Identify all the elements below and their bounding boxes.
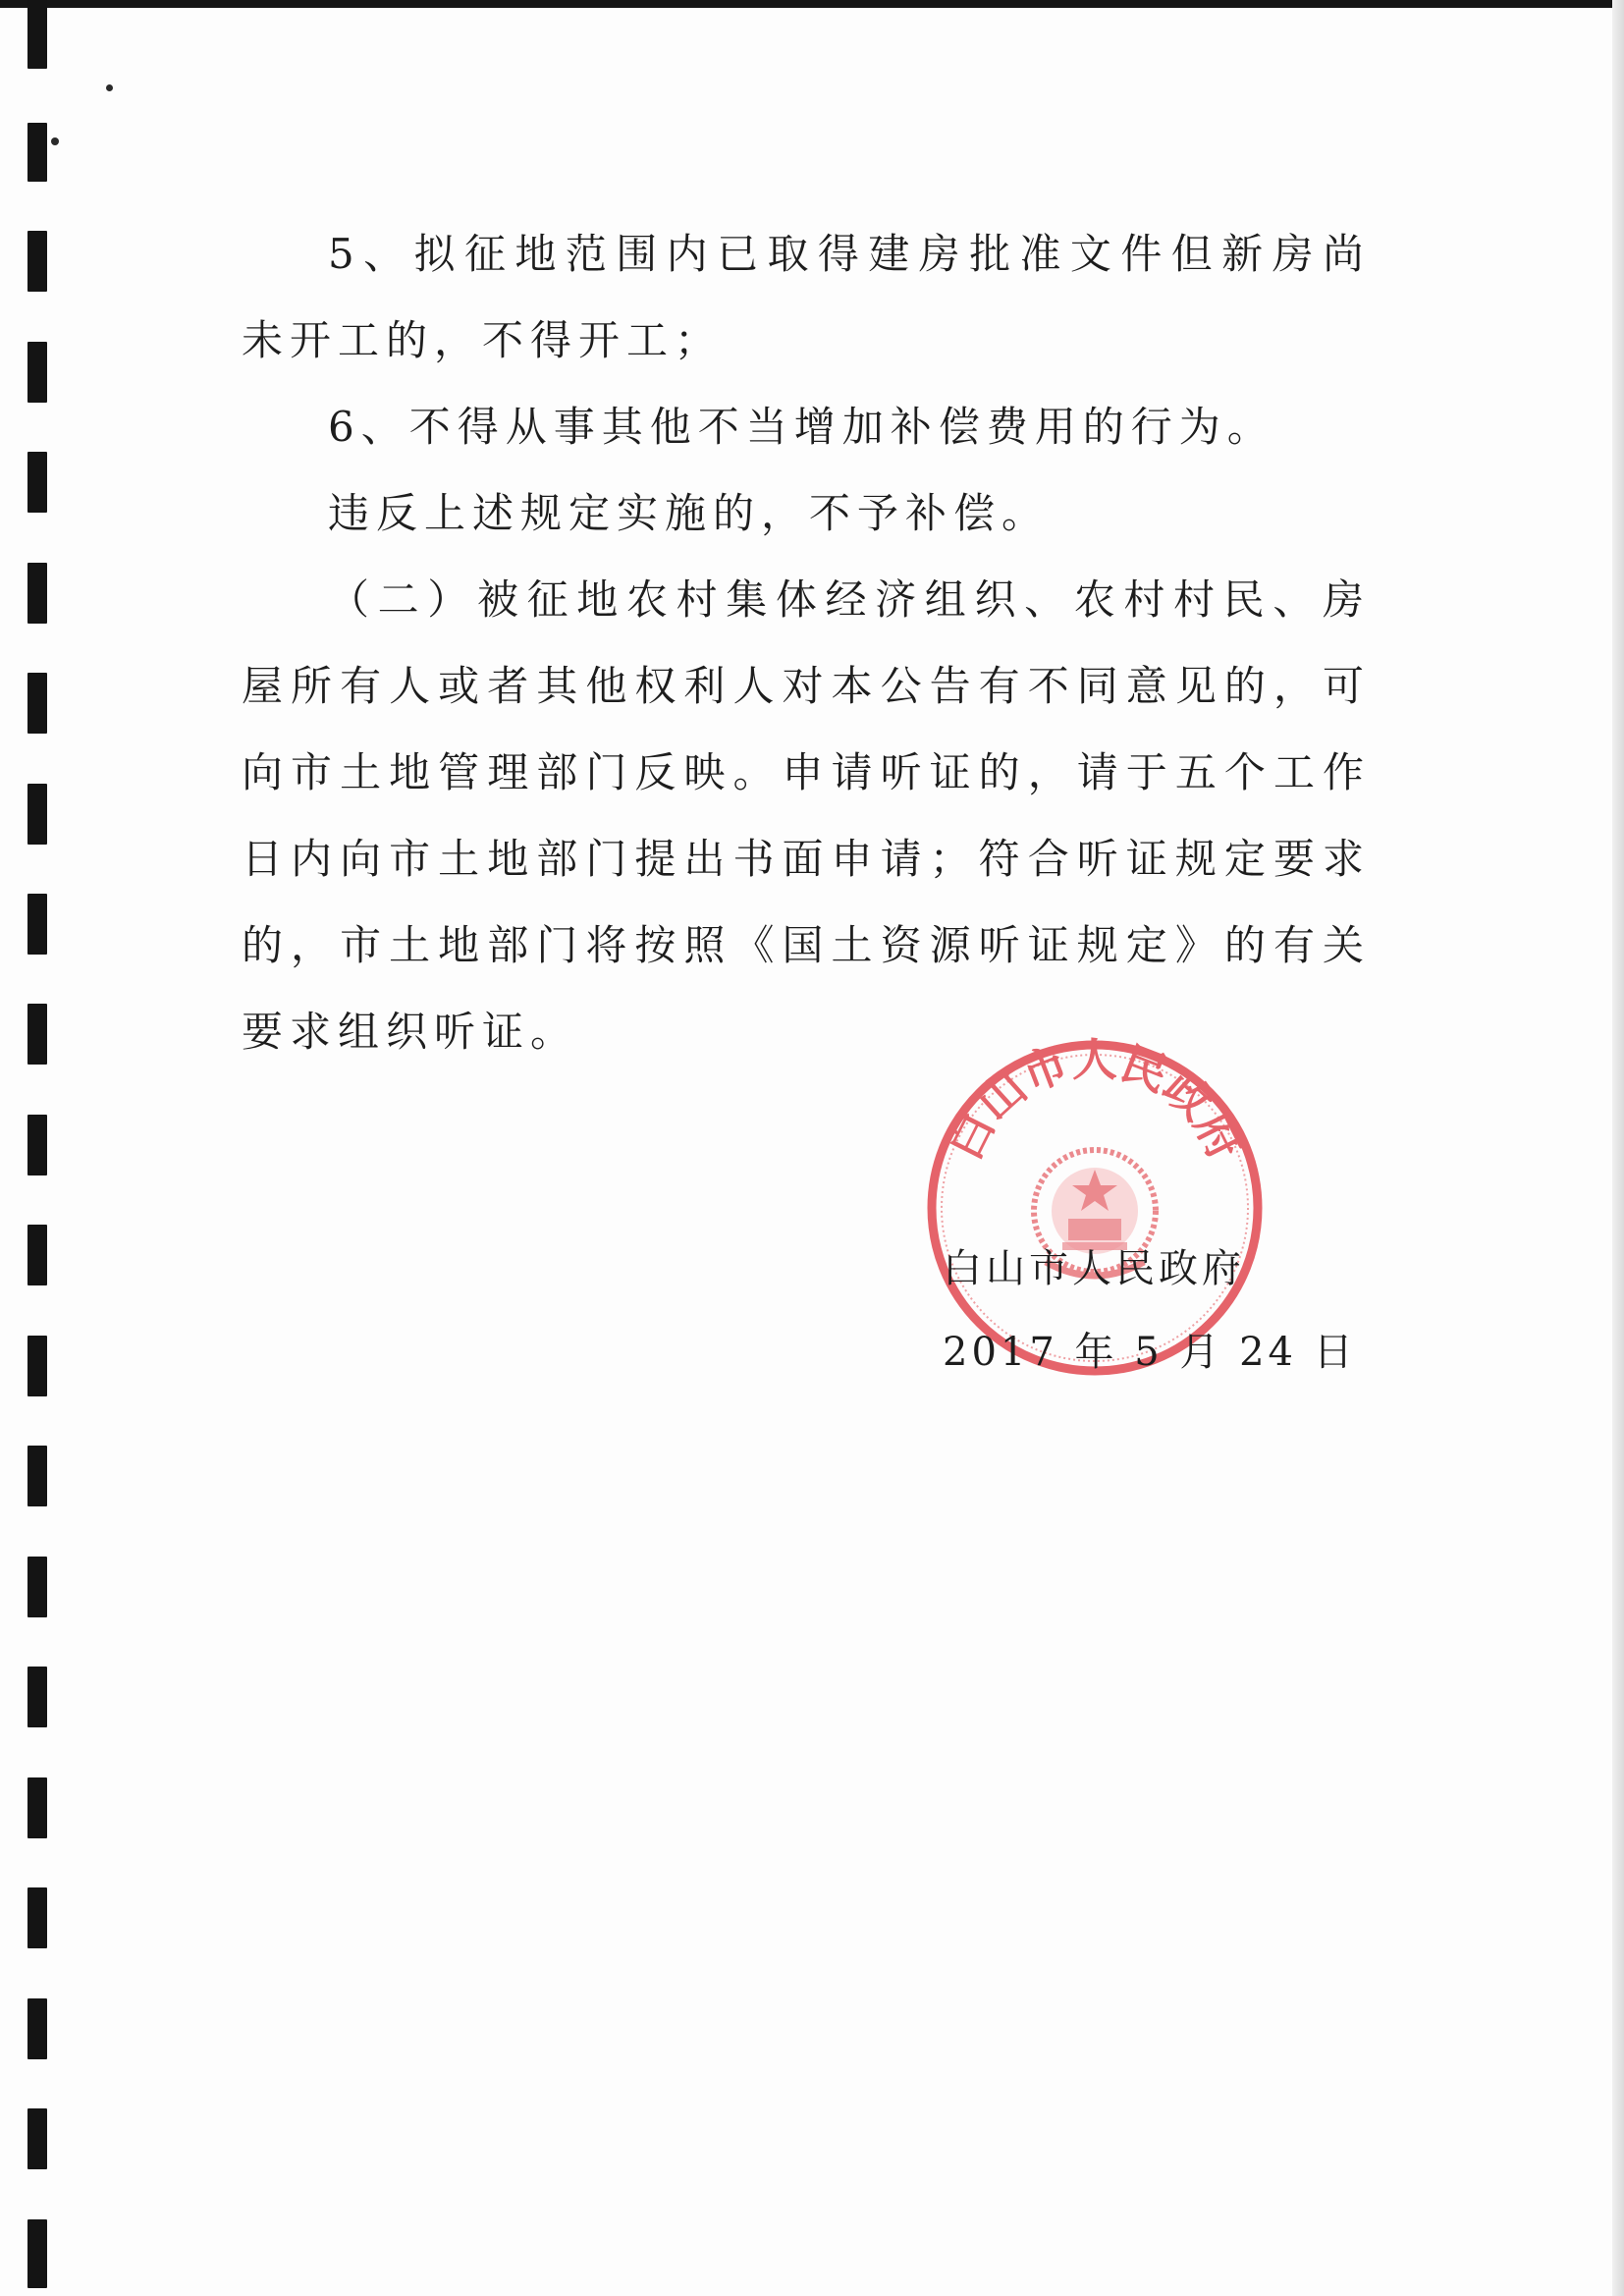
binding-hole bbox=[27, 1777, 47, 1838]
binding-hole bbox=[27, 1336, 47, 1396]
binding-hole bbox=[27, 2219, 47, 2288]
binding-hole bbox=[27, 452, 47, 513]
seal-lettering: 白山市人民政府 bbox=[937, 1036, 1253, 1169]
binding-hole bbox=[27, 1004, 47, 1065]
binding-hole bbox=[27, 0, 47, 69]
issue-date: 2017 年 5 月 24 日 bbox=[943, 1330, 1357, 1375]
binding-hole bbox=[27, 1115, 47, 1175]
binding-hole bbox=[27, 123, 47, 182]
paragraph-section-2: （二）被征地农村集体经济组织、农村村民、房屋所有人或者其他权利人对本公告有不同意见的，可向市土地管理部门反映。申请听证的，请于五个工作日内向市土地部门提出书面申请；符合听证规定要求的，市土地部门将按照《国土资源听证规定》的有关要求组织听证。 bbox=[242, 575, 1371, 1056]
binding-hole bbox=[27, 784, 47, 845]
binding-holes bbox=[0, 0, 79, 2296]
binding-hole bbox=[27, 231, 47, 292]
body-text bbox=[242, 211, 1371, 1075]
binding-hole bbox=[27, 1887, 47, 1948]
binding-hole bbox=[27, 1225, 47, 1285]
scan-speck bbox=[51, 137, 59, 145]
scan-right-edge bbox=[1612, 0, 1624, 2296]
binding-hole bbox=[27, 1557, 47, 1617]
binding-hole bbox=[27, 342, 47, 403]
issuer-name: 白山市人民政府 bbox=[943, 1246, 1245, 1291]
binding-hole bbox=[27, 563, 47, 624]
paragraph-violation: 违反上述规定实施的，不予补偿。 bbox=[328, 489, 1051, 537]
binding-hole bbox=[27, 1998, 47, 2059]
binding-hole bbox=[27, 1446, 47, 1506]
scan-top-edge bbox=[0, 0, 1624, 8]
paragraph-item-5: 5、拟征地范围内已取得建房批准文件但新房尚未开工的，不得开工； bbox=[242, 230, 1371, 364]
binding-hole bbox=[27, 894, 47, 955]
scan-speck bbox=[106, 84, 113, 91]
paragraph-item-6: 6、不得从事其他不当增加补偿费用的行为。 bbox=[328, 403, 1275, 451]
binding-hole bbox=[27, 1667, 47, 1727]
binding-hole bbox=[27, 2108, 47, 2169]
binding-hole bbox=[27, 673, 47, 734]
